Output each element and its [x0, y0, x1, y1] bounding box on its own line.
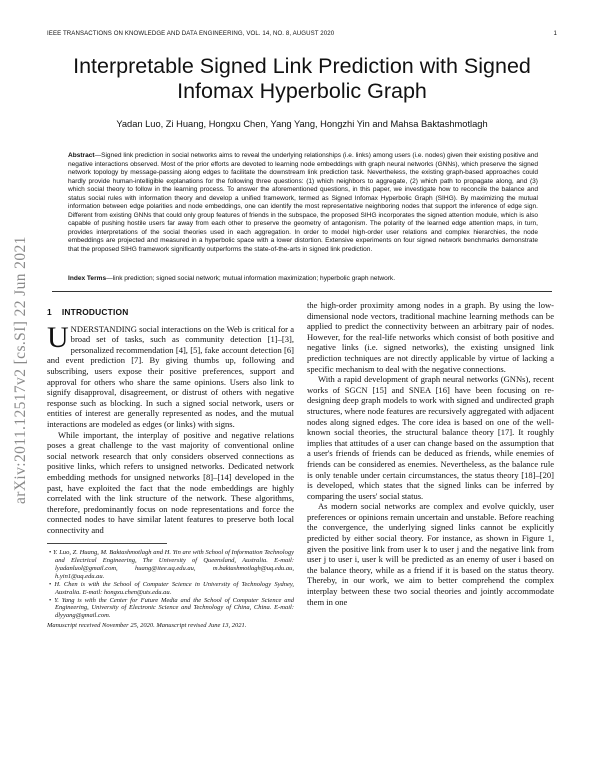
- footnote-text: H. Chen is with the School of Computer Science in University of Technology Sydney, Australia. E-mail: hongxu.chen@uts.edu.au.: [54, 580, 294, 596]
- journal-name: IEEE TRANSACTIONS ON KNOWLEDGE AND DATA ENGINEERING, VOL. 14, NO. 8, AUGUST 2020: [47, 30, 335, 37]
- section-divider: [52, 291, 552, 292]
- arxiv-stamp: arXiv:2011.12517v2 [cs.SI] 22 Jun 2021: [12, 236, 29, 504]
- footnote-text: Y. Yang is with the Center for Future Media and the School of Computer Science and Engineering, University of Electronic Science and Technology of China, China. E-mail: dlyyang@gmail.com.: [54, 596, 294, 620]
- page-number: 1: [553, 30, 557, 37]
- paper-title: Interpretable Signed Link Prediction with Signed Infomax Hyperbolic Graph: [73, 54, 531, 103]
- author-list: Yadan Luo, Zi Huang, Hongxu Chen, Yang Yang, Hongzhi Yin and Mahsa Baktashmotlagh: [116, 119, 488, 129]
- intro-paragraph-3: the high-order proximity among nodes in a graph. By using the low-dimensional node vectors, traditional machine learning methods can be applied to predict the connectivity between an arbitrary pair of nodes. However, for the real-life networks which consist of both positive and negative links (i.e. signed networks), the existing unsigned link prediction techniques are not directly applicable by virtue of lacking a specific mechanism to deal with the negative connections.: [307, 300, 554, 374]
- intro-paragraph-2: While important, the interplay of positive and negative relations poses a great challenge to the vast majority of conventional online social network research that only considers observed connections as positive links, which refers to unsigned networks. Dedicated network embedding methods for unsigned networks [8]–[14] developed in the past, have exploited the fact that the node embeddings are highly correlated with the link structure of the network. These algorithms, therefore, predominantly focus on node representations and force the connected nodes to have similar latent features to preserve both local connectivity and: [47, 429, 294, 535]
- right-column: [307, 300, 554, 607]
- section-number: 1: [47, 307, 52, 317]
- intro-paragraph-1: [47, 320, 294, 430]
- section-title: INTRODUCTION: [61, 307, 129, 317]
- section-heading: [47, 307, 294, 318]
- running-header: [47, 30, 557, 37]
- intro-paragraph-5: As modern social networks are complex and evolve quickly, user preferences or opinions remain uncertain and unstable. Before reaching the convergence, the underlying signed links cannot be explicitly predicted by either social theory. For instance, as shown in Figure 1, given the positive link from user k to user j and the negative link from user j to user i, user k will be predicted as an enemy of user i based on the balance theory, while as a friend if it is based on the status theory. Thereby, in our work, we aim to better comprehend the complex interplay between these two social theories and jointly accommodate them in one: [307, 501, 554, 607]
- footnote-divider: [47, 543, 167, 544]
- manuscript-note: Manuscript received November 25, 2020. Manuscript revised June 13, 2021.: [47, 622, 247, 630]
- lead-word: NDERSTANDING: [70, 323, 137, 334]
- drop-cap: U: [47, 320, 69, 354]
- index-terms-text: —link prediction; signed social network; mutual information maximization; hyperbolic graph network.: [106, 275, 396, 282]
- left-column: [47, 307, 294, 630]
- footnotes: [47, 549, 294, 630]
- abstract-label: Abstract: [68, 152, 95, 159]
- abstract-text: —Signed link prediction in social networks aims to reveal the underlying relationships (i.e. links) among users (i.e. nodes) given their existing positive and negative interactions observed. Most of the prior efforts are devoted to learning node embeddings with graph neural networks (GNNs), which preserve the signed network topology by message-passing along edges to facilitate the downstream link prediction task. Nevertheless, the existing graph-based approaches could hardly provide human-intelligible explanations for the following three questions: (1) which neighbors to aggregate, (2) which path to propagate along, and (3) which social theory to follow in the learning process. To answer the aforementioned questions, in this paper, we investigate how to reconcile the balance and status social rules with information theory and develop a unified framework, termed as Signed Infomax Hyperbolic Graph (SIHG). By maximizing the mutual information between edge polarities and node embeddings, one can identify the most representative neighboring nodes that support the inference of edge sign. Different from existing GNNs that could only group features of friends in the subspace, the proposed SIHG incorporates the signed attention module, which is also capable of pushing hostile users far away from each other to preserve the geometry of antagonism. The polarity of the learned edge attention maps, in turn, provides interpretations of the social theories used in each aggregation. In order to model high-order user relations and complex hierarchies, the node embeddings are projected and measured in a hyperbolic space with a lower distortion. Extensive experiments on four signed network benchmarks demonstrate that the proposed SIHG framework significantly outperforms the state-of-the-arts in signed link prediction.: [68, 152, 538, 253]
- index-terms-label: Index Terms: [68, 275, 107, 282]
- intro-paragraph-4: With a rapid development of graph neural networks (GNNs), recent works of SGCN [15] and SNEA [16] have been focusing on re-designing deep graph models to work with signed and undirected graph structures, where node features are recursively aggregated with adjacent nodes along signed edges. The core idea is based on one of the well-known social theories, the structural balance theory [17]. It roughly implies that attitudes of a user can change based on the assumption that a user's friends of friends can be deduced as friends, while enemies of friends can be considered as enemies. Nevertheless, as the balance rule is only tenable under certain circumstances, the status theory [18]–[20] is developed, which states that the signed links can be inferred by comparing the users' social status.: [307, 374, 554, 501]
- paragraph-text: social interactions on the Web is critical for a broad set of tasks, such as community detection [1]–[3], personalized recommendation [4], [5], fake account detection [6] and event prediction [7]. By giving thumbs up, following and subscribing, users expose their positive preferences, support and approval for others who share the same opinions. Users also link to signify disapproval, disagreement, or distrust of others with negative response such as blocking. In such a signed social network, users or entities of interest are generally represented as nodes, and the mutual interactions are modeled as edges (or links) with signs.: [47, 323, 294, 429]
- footnote-item: • H. Chen is with the School of Computer Science in University of Technology Sydney, Australia. E-mail: hongxu.chen@uts.edu.au.: [49, 580, 294, 596]
- abstract: [68, 152, 538, 254]
- footnote-item: • Y. Luo, Z. Huang, M. Baktashmotlagh and H. Yin are with School of Information Technology and Electrical Engineering, The University of Queensland, Australia. E-mail: lyadanluol@gmail.com, huang@itee.uq.edu.au, m.baktashmotlagh@uq.edu.au, h.yin1@uq.edu.au.: [49, 549, 294, 580]
- footnote-text: Y. Luo, Z. Huang, M. Baktashmotlagh and H. Yin are with School of Information Technology and Electrical Engineering, The University of Queensland, Australia. E-mail: lyadanluol@gmail.com, huang@itee.uq.edu.au, m.baktashmotlagh@uq.edu.au, h.yin1@uq.edu.au.: [52, 549, 294, 580]
- footnote-item: • Y. Yang is with the Center for Future Media and the School of Computer Science and Engineering, University of Electronic Science and Technology of China, China. E-mail: dlyyang@gmail.com.: [49, 596, 294, 620]
- index-terms: [68, 275, 538, 284]
